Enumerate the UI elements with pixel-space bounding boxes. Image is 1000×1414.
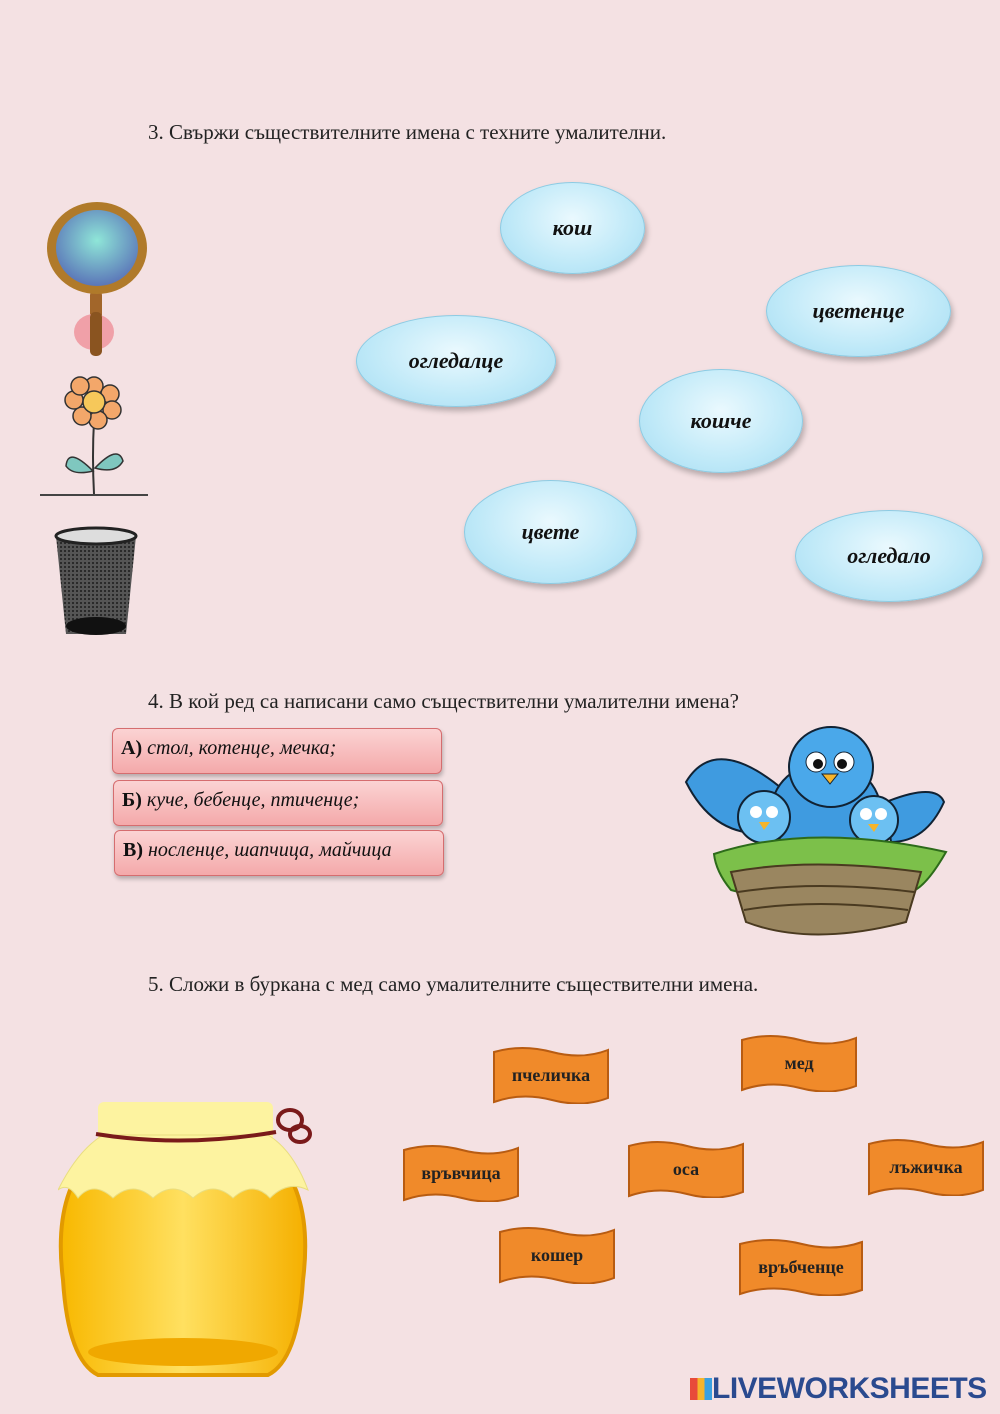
word-tag[interactable] — [627, 1140, 745, 1198]
answer-option-b[interactable] — [113, 780, 443, 826]
logo-text: LIVEWORKSHEETS — [712, 1372, 987, 1405]
answer-option-c[interactable] — [114, 830, 444, 876]
option-letter: Б) — [122, 789, 142, 811]
oval-label: кош — [552, 215, 593, 240]
birds-nest-icon — [676, 722, 950, 942]
word-tag[interactable] — [402, 1144, 520, 1202]
word-oval[interactable] — [766, 265, 951, 357]
option-letter: А) — [121, 737, 143, 759]
word-oval[interactable] — [500, 182, 645, 274]
word-tag[interactable] — [740, 1034, 858, 1092]
option-letter: В) — [123, 839, 143, 861]
oval-label: кошче — [690, 408, 752, 433]
flower-icon — [38, 376, 150, 500]
word-tag[interactable] — [867, 1138, 985, 1196]
word-oval[interactable] — [356, 315, 556, 407]
oval-label: огледало — [847, 543, 931, 568]
tag-label: кошер — [530, 1244, 584, 1265]
tag-label: пчеличка — [511, 1064, 591, 1085]
word-tag[interactable] — [498, 1226, 616, 1284]
oval-label: цветенце — [812, 298, 905, 323]
liveworksheets-logo — [690, 1372, 987, 1406]
oval-label: цвете — [521, 519, 580, 544]
question-5-title: 5. Сложи в буркана с мед само умалителните съществителни имена. — [148, 972, 759, 996]
word-tag[interactable] — [738, 1238, 864, 1296]
tag-label: оса — [672, 1158, 700, 1179]
hand-mirror-icon — [42, 200, 152, 360]
option-text: стол, котенце, мечка; — [147, 737, 337, 759]
word-oval[interactable] — [464, 480, 637, 584]
tag-label: връбченце — [758, 1256, 844, 1277]
honey-jar-icon — [58, 1090, 314, 1380]
wastebasket-icon — [52, 526, 140, 640]
option-text: куче, бебенце, птиченце; — [146, 789, 360, 811]
tag-label: връвчица — [421, 1162, 501, 1183]
logo-squares-icon — [690, 1378, 712, 1400]
word-oval[interactable] — [795, 510, 983, 602]
option-text: носленце, шапчица, майчица — [148, 839, 392, 861]
word-tag[interactable] — [492, 1046, 610, 1104]
tag-label: лъжичка — [889, 1156, 963, 1177]
word-oval[interactable] — [639, 369, 803, 473]
oval-label: огледалце — [408, 348, 504, 373]
tag-label: мед — [784, 1052, 814, 1073]
answer-option-a[interactable] — [112, 728, 442, 774]
question-3-title: 3. Свържи съществителните имена с техните умалителни. — [148, 120, 667, 144]
question-4-title: 4. В кой ред са написани само съществителни умалителни имена? — [148, 689, 739, 713]
